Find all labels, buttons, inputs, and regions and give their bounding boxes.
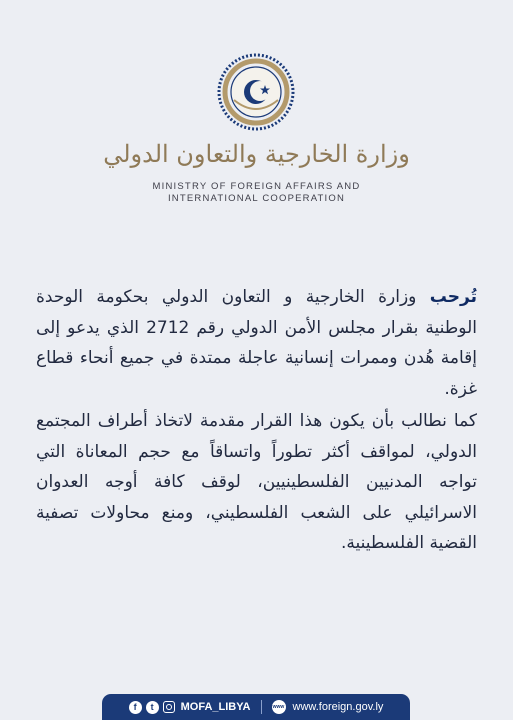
footer-bar xyxy=(102,694,410,720)
statement-body xyxy=(36,282,477,559)
social-handle[interactable]: MOFA_LIBYA xyxy=(180,701,251,713)
ministry-emblem-icon xyxy=(216,52,296,132)
ministry-name-english-line2: INTERNATIONAL COOPERATION xyxy=(167,193,346,204)
statement-paragraph-1-text: وزارة الخارجية و التعاون الدولي بحكومة الوحدة الوطنية بقرار مجلس الأمن الدولي رقم 2712 الذي يدعو إلى إقامة هُدن وممرات إنسانية عاجلة ممتدة في جميع أنحاء قطاع غزة. xyxy=(36,287,477,399)
facebook-icon[interactable]: f xyxy=(129,701,142,714)
twitter-icon[interactable]: t xyxy=(146,701,159,714)
footer-divider xyxy=(261,700,262,714)
social-icons xyxy=(129,701,175,714)
ministry-name-english xyxy=(0,181,513,205)
statement-paragraph-1 xyxy=(36,282,477,404)
statement-lead-word: تُرحب xyxy=(429,287,477,307)
statement-paragraph-2: كما نطالب بأن يكون هذا القرار مقدمة لاتخاذ أطراف المجتمع الدولي، لمواقف أكثر تطوراً واتساقاً مع حجم المعاناة التي تواجه المدنيين الفلسطينيين، لوقف كافة أوجه العدوان الاسرائيلي على الشعب الفلسطيني، ومنع محاولات تصفية القضية الفلسطينية. xyxy=(36,411,477,553)
ministry-name-arabic: وزارة الخارجية والتعاون الدولي xyxy=(103,140,410,168)
website-link[interactable]: www.foreign.gov.ly xyxy=(292,701,384,713)
ministry-name-english-line1: MINISTRY OF FOREIGN AFFAIRS AND xyxy=(152,181,361,192)
globe-icon: www xyxy=(272,700,286,714)
instagram-icon[interactable] xyxy=(163,701,175,713)
